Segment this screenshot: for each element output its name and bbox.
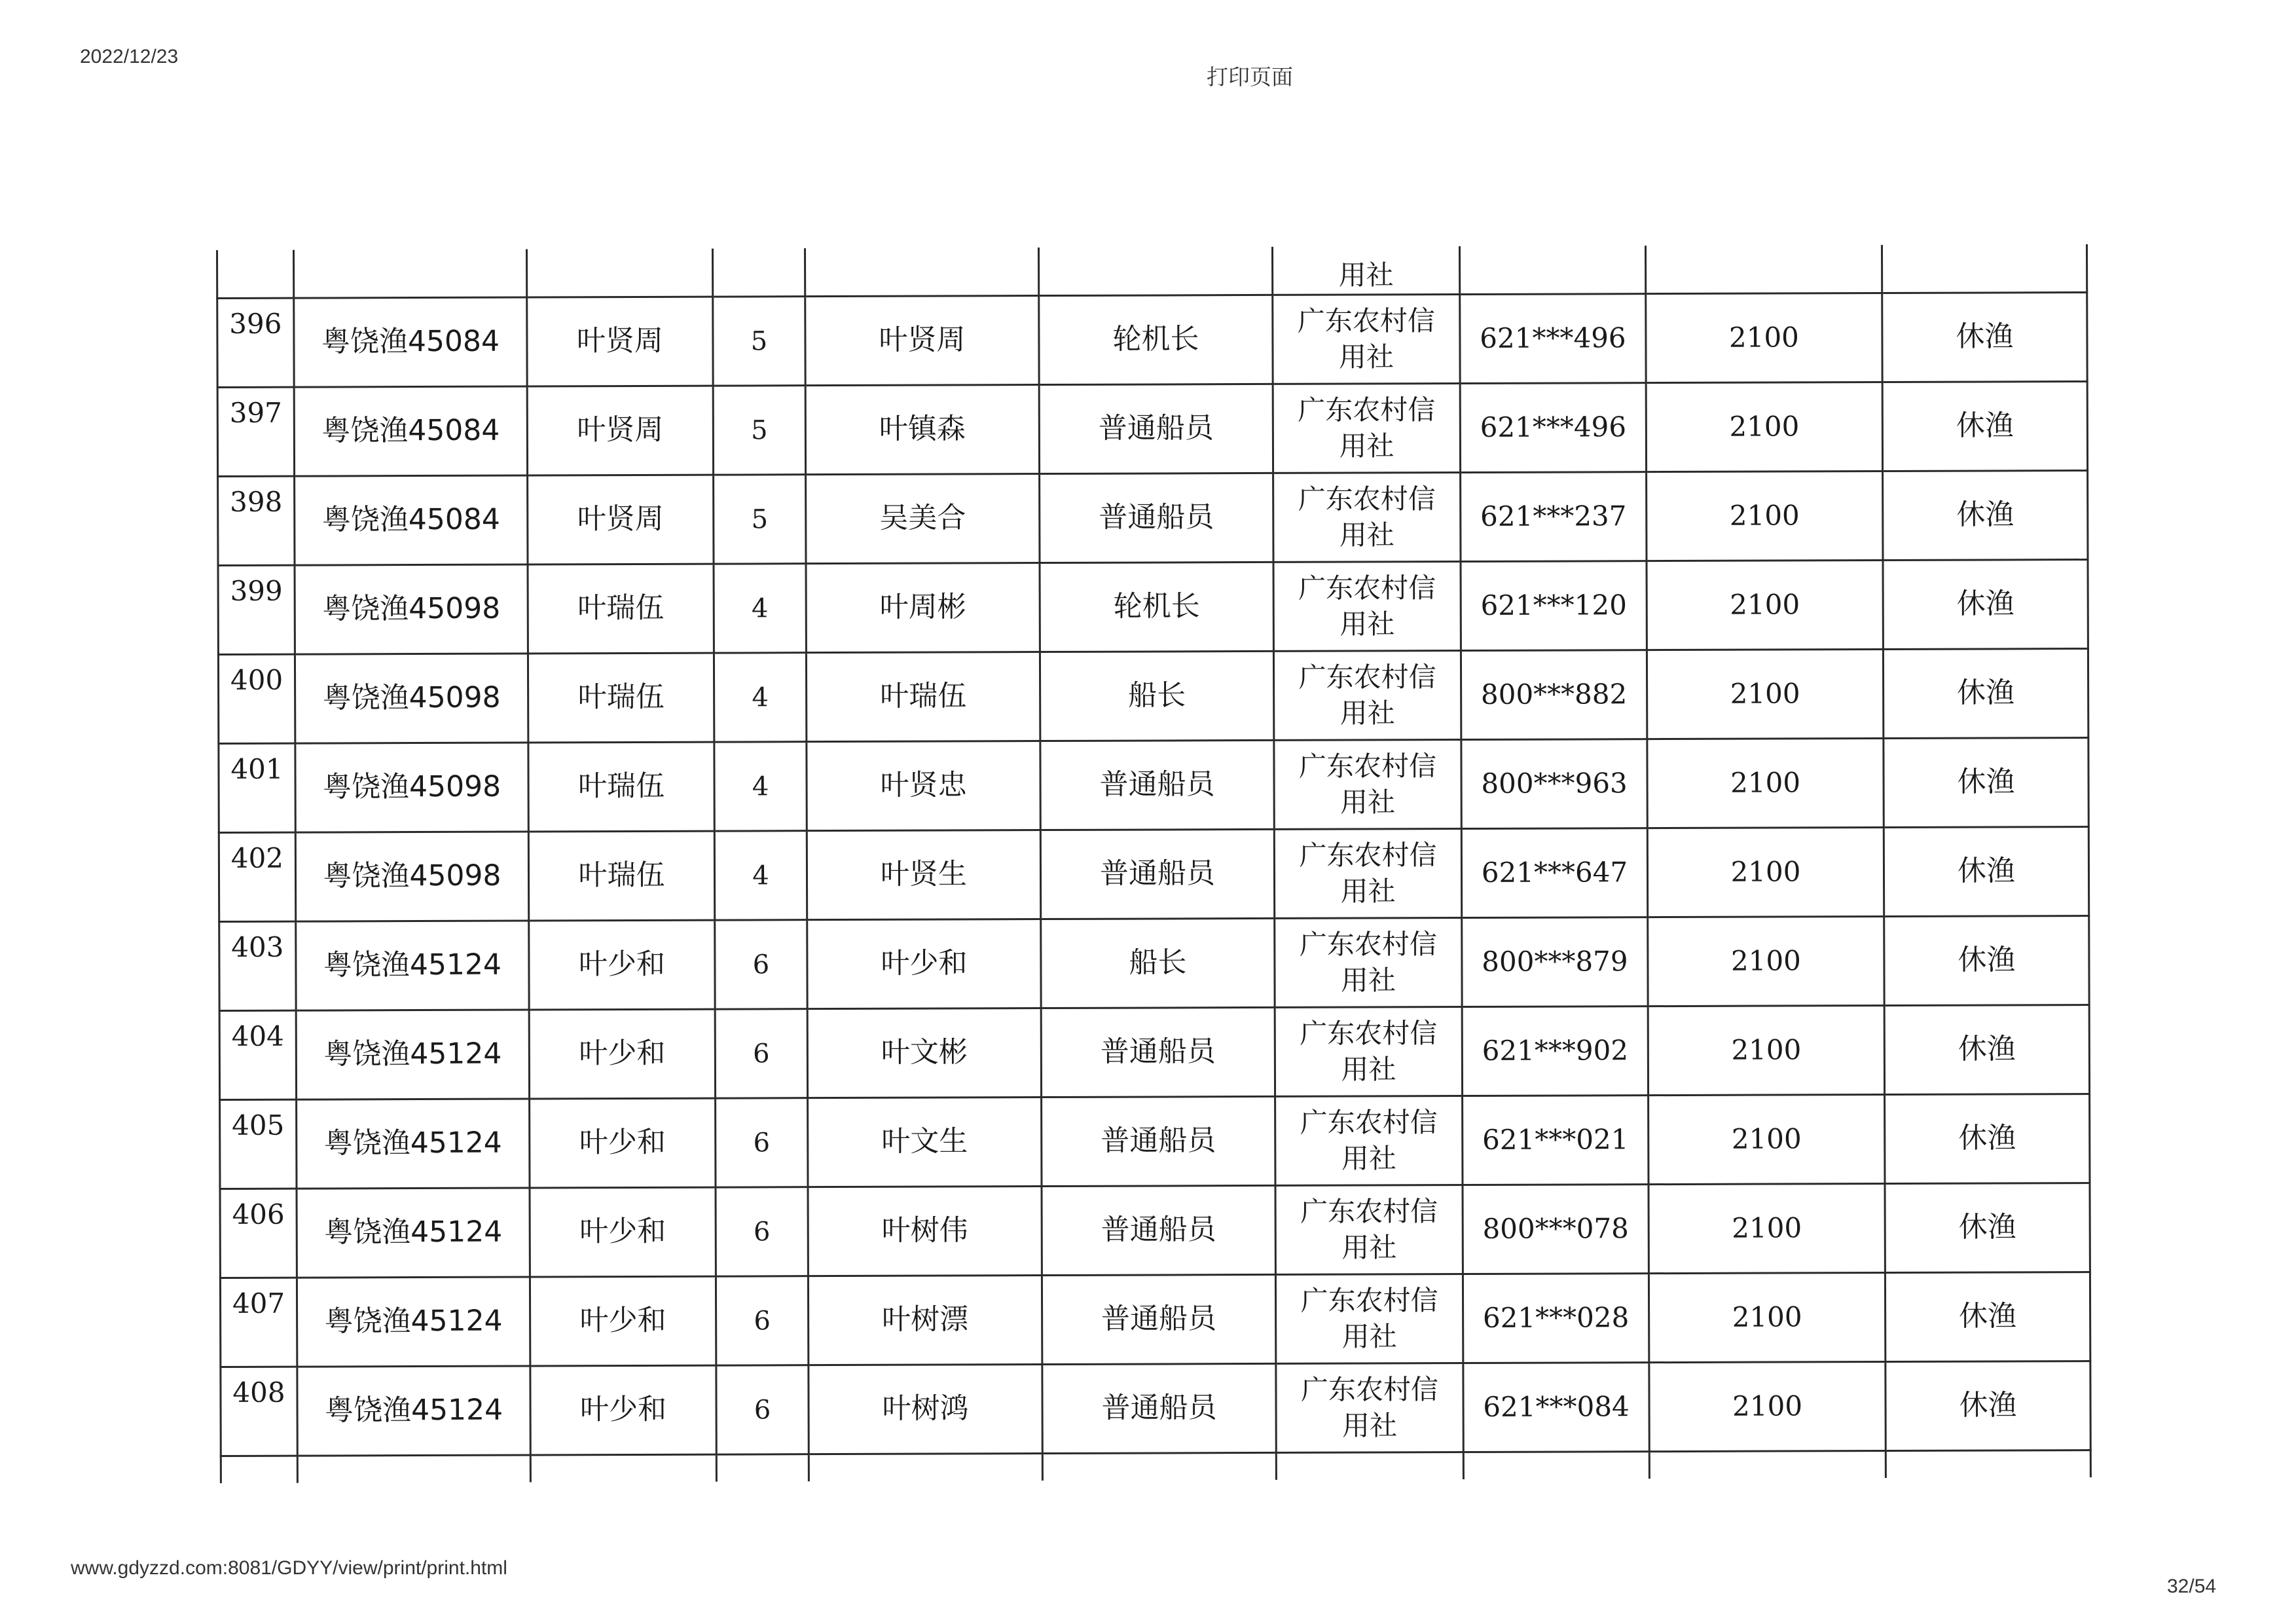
- bank-cell: [1274, 829, 1461, 919]
- table-row: [217, 293, 2087, 388]
- person-name-cell: 叶瑞伍: [806, 652, 1040, 742]
- subsidy-type-cell: 休渔: [1886, 1361, 2090, 1451]
- account-cell: 800***078: [1463, 1185, 1649, 1274]
- subsidy-type-cell: 休渔: [1883, 471, 2088, 561]
- owner-cell: 叶少和: [530, 1276, 716, 1366]
- continuation-cell: [530, 1454, 716, 1482]
- bank-cell: [1275, 1007, 1462, 1097]
- crew-count-cell: 4: [714, 653, 806, 742]
- table-row: [219, 738, 2088, 833]
- continued-cell: [1038, 247, 1272, 296]
- bank-name-line2: 用社: [1340, 963, 1396, 997]
- table-continued-row: [217, 244, 2087, 298]
- person-name-cell: 叶少和: [807, 919, 1041, 1009]
- account-cell: 621***496: [1460, 294, 1646, 384]
- subsidy-type-cell: 休渔: [1882, 382, 2087, 471]
- print-url: www.gdyzzd.com:8081/GDYY/view/print/print.html: [71, 1557, 507, 1579]
- bank-cell: [1273, 562, 1461, 652]
- seq-cell: 398: [218, 476, 295, 565]
- seq-cell: 408: [221, 1367, 297, 1456]
- bank-name-line1: 广东农村信: [1298, 661, 1436, 693]
- amount-cell: 2100: [1648, 917, 1884, 1006]
- owner-cell: 叶瑞伍: [528, 653, 714, 743]
- person-name-cell: 叶文生: [808, 1098, 1042, 1187]
- person-name-cell: 叶树鸿: [809, 1365, 1042, 1454]
- account-cell: 800***879: [1462, 917, 1648, 1007]
- position-cell: 普通船员: [1040, 473, 1273, 563]
- person-name-cell: 叶贤忠: [807, 741, 1040, 831]
- subsidy-type-cell: 休渔: [1884, 1005, 2089, 1095]
- bank-name-line2: 用社: [1342, 1409, 1398, 1442]
- bank-name-line1: 广东农村信: [1300, 1017, 1438, 1050]
- bank-name-line1: 广东农村信: [1300, 1106, 1438, 1139]
- person-name-cell: 叶树漂: [808, 1276, 1042, 1365]
- crew-count-cell: 6: [715, 920, 807, 1009]
- position-cell: 普通船员: [1042, 1363, 1276, 1453]
- position-cell: 普通船员: [1041, 1007, 1275, 1097]
- account-cell: 621***120: [1461, 561, 1647, 651]
- table-row: [221, 1361, 2090, 1456]
- owner-cell: 叶少和: [530, 1187, 716, 1277]
- bank-name-line1: 广东农村信: [1298, 572, 1436, 604]
- subsidy-type-cell: 休渔: [1884, 827, 2088, 917]
- bank-name-line1: 广东农村信: [1300, 1195, 1438, 1228]
- subsidy-type-cell: 休渔: [1885, 1272, 2090, 1362]
- subsidy-type-cell: 休渔: [1885, 1183, 2090, 1273]
- seq-cell: 404: [219, 1010, 296, 1099]
- bank-cell: [1273, 295, 1460, 384]
- account-cell: 621***021: [1463, 1096, 1649, 1185]
- account-cell: 621***902: [1462, 1006, 1648, 1096]
- account-cell: 800***882: [1461, 650, 1647, 740]
- bank-name-line2: 用社: [1338, 340, 1394, 373]
- owner-cell: 叶少和: [529, 1009, 715, 1099]
- table-row: [217, 382, 2087, 477]
- subsidy-type-cell: 休渔: [1883, 560, 2088, 650]
- owner-cell: 叶少和: [530, 1365, 716, 1455]
- page-number: 32/54: [2167, 1576, 2217, 1597]
- boat-number-cell: 粤饶渔45098: [295, 832, 528, 921]
- boat-number-cell: 粤饶渔45124: [297, 1099, 530, 1189]
- bank-name-line1: 广东农村信: [1300, 1284, 1438, 1317]
- bank-cell: [1274, 740, 1461, 830]
- boat-number-cell: 粤饶渔45124: [297, 1366, 530, 1456]
- crew-count-cell: 4: [714, 742, 807, 831]
- continuation-cell: [1649, 1450, 1886, 1479]
- bank-name-line2: 用社: [1339, 518, 1394, 551]
- bank-name-line1: 广东农村信: [1299, 928, 1437, 961]
- bank-cell: [1273, 651, 1461, 741]
- position-cell: 普通船员: [1040, 740, 1274, 830]
- owner-cell: 叶贤周: [528, 475, 714, 564]
- continuation-cell: [1042, 1452, 1276, 1481]
- amount-cell: 2100: [1647, 471, 1883, 561]
- bank-cell: [1276, 1363, 1463, 1453]
- position-cell: 普通船员: [1042, 1185, 1275, 1275]
- boat-number-cell: 粤饶渔45124: [297, 1188, 530, 1278]
- bank-name-line1: 广东农村信: [1298, 483, 1436, 515]
- bank-name-line1: 广东农村信: [1298, 394, 1436, 426]
- subsidy-type-cell: 休渔: [1884, 738, 2088, 828]
- owner-cell: 叶瑞伍: [528, 742, 714, 832]
- boat-number-cell: 粤饶渔45124: [297, 1277, 530, 1367]
- position-cell: 普通船员: [1042, 1274, 1275, 1364]
- bank-name-line1: 广东农村信: [1297, 304, 1435, 337]
- subsidy-type-cell: 休渔: [1884, 916, 2089, 1006]
- amount-cell: 2100: [1649, 1183, 1885, 1273]
- boat-number-cell: 粤饶渔45084: [294, 297, 527, 387]
- owner-cell: 叶贤周: [527, 386, 713, 475]
- crew-count-cell: 6: [716, 1187, 808, 1276]
- bank-cell: [1275, 1185, 1463, 1275]
- continuation-cell: [716, 1454, 809, 1482]
- boat-number-cell: 粤饶渔45124: [296, 1010, 529, 1099]
- table-row: [220, 1183, 2090, 1278]
- seq-cell: 400: [218, 654, 295, 743]
- amount-cell: 2100: [1646, 293, 1882, 383]
- position-cell: 船长: [1040, 651, 1273, 741]
- crew-count-cell: 6: [716, 1098, 808, 1187]
- crew-count-cell: 4: [714, 831, 807, 920]
- table-continuation-row: [221, 1450, 2090, 1483]
- position-cell: 轮机长: [1040, 562, 1273, 652]
- amount-cell: 2100: [1647, 828, 1884, 917]
- subsidy-type-cell: 休渔: [1882, 293, 2087, 382]
- seq-cell: 403: [219, 921, 296, 1010]
- continued-cell: [1645, 245, 1882, 294]
- amount-cell: 2100: [1649, 1094, 1885, 1184]
- person-name-cell: 叶树伟: [808, 1187, 1042, 1276]
- account-cell: 621***237: [1461, 472, 1647, 562]
- print-page-title: 打印页面: [1207, 64, 1293, 90]
- position-cell: 船长: [1041, 918, 1275, 1008]
- seq-cell: 396: [217, 298, 294, 387]
- bank-cell: [1273, 384, 1460, 473]
- table-row: [219, 916, 2089, 1011]
- table-row: [218, 471, 2088, 566]
- crew-count-cell: 6: [715, 1009, 807, 1098]
- continued-cell: [1459, 246, 1645, 294]
- table-row: [218, 649, 2088, 744]
- crew-count-cell: 4: [714, 564, 806, 653]
- crew-count-cell: 5: [714, 475, 806, 564]
- crew-count-cell: 6: [716, 1365, 809, 1454]
- crew-count-cell: 5: [713, 386, 805, 475]
- crew-count-cell: 6: [716, 1276, 808, 1365]
- amount-cell: 2100: [1648, 1006, 1884, 1096]
- continued-bank-cell: 用社: [1272, 246, 1459, 295]
- owner-cell: 叶少和: [529, 920, 715, 1010]
- continued-cell: [526, 249, 712, 297]
- bank-name-line2: 用社: [1339, 429, 1394, 462]
- boat-number-cell: 粤饶渔45124: [296, 921, 529, 1010]
- table-row: [220, 1272, 2090, 1367]
- table-row: [219, 827, 2088, 922]
- amount-cell: 2100: [1646, 382, 1882, 472]
- seq-cell: 405: [220, 1099, 297, 1189]
- boat-number-cell: 粤饶渔45084: [294, 386, 527, 476]
- amount-cell: 2100: [1647, 561, 1883, 650]
- person-name-cell: 叶贤周: [805, 296, 1039, 386]
- seq-cell: 407: [220, 1278, 297, 1367]
- account-cell: 621***496: [1460, 383, 1646, 473]
- boat-number-cell: 粤饶渔45098: [295, 743, 528, 832]
- bank-name-line2: 用社: [1341, 1052, 1396, 1086]
- continued-cell: [293, 249, 526, 299]
- continuation-cell: [1276, 1452, 1463, 1480]
- continuation-cell: [221, 1456, 297, 1483]
- boat-number-cell: 粤饶渔45098: [295, 654, 528, 743]
- bank-name-line2: 用社: [1339, 696, 1395, 729]
- bank-name-line1: 广东农村信: [1299, 839, 1437, 872]
- person-name-cell: 叶周彬: [806, 563, 1040, 653]
- subsidy-type-cell: 休渔: [1885, 1094, 2090, 1184]
- continued-cell: [805, 248, 1038, 297]
- subsidy-table: [216, 244, 2092, 1483]
- amount-cell: 2100: [1647, 650, 1883, 739]
- continuation-cell: [809, 1454, 1042, 1482]
- owner-cell: 叶瑞伍: [528, 564, 714, 654]
- seq-cell: 399: [218, 565, 295, 654]
- table-row: [219, 1005, 2089, 1100]
- table-row: [218, 560, 2088, 655]
- position-cell: 普通船员: [1042, 1096, 1275, 1186]
- seq-cell: 401: [219, 743, 295, 832]
- bank-name-line1: 广东农村信: [1298, 750, 1437, 783]
- bank-name-line2: 用社: [1340, 785, 1396, 819]
- bank-name-line2: 用社: [1341, 1141, 1396, 1175]
- boat-number-cell: 粤饶渔45098: [295, 564, 528, 654]
- print-date: 2022/12/23: [80, 46, 179, 67]
- subsidy-table-wrapper: [216, 244, 2090, 1483]
- continuation-cell: [1886, 1450, 2090, 1478]
- crew-count-cell: 5: [713, 297, 805, 386]
- table-row: [220, 1094, 2090, 1189]
- bank-cell: [1275, 918, 1462, 1008]
- bank-cell: [1273, 473, 1461, 563]
- person-name-cell: 吴美合: [806, 474, 1040, 564]
- continuation-cell: [1463, 1452, 1649, 1479]
- continued-cell: [712, 248, 805, 297]
- continuation-cell: [297, 1455, 530, 1483]
- position-cell: 普通船员: [1039, 384, 1273, 473]
- seq-cell: 397: [217, 387, 294, 476]
- boat-number-cell: 粤饶渔45084: [295, 475, 528, 565]
- seq-cell: 406: [220, 1189, 297, 1278]
- account-cell: 621***028: [1463, 1274, 1649, 1363]
- bank-name-line2: 用社: [1341, 1230, 1397, 1264]
- account-cell: 621***647: [1461, 828, 1647, 918]
- amount-cell: 2100: [1647, 739, 1884, 828]
- seq-cell: 402: [219, 832, 295, 921]
- owner-cell: 叶瑞伍: [528, 831, 714, 921]
- account-cell: 800***963: [1461, 739, 1647, 829]
- bank-name-line2: 用社: [1340, 874, 1396, 908]
- person-name-cell: 叶文彬: [807, 1008, 1041, 1098]
- bank-cell: [1275, 1096, 1463, 1186]
- person-name-cell: 叶贤生: [807, 830, 1040, 920]
- subsidy-type-cell: 休渔: [1883, 649, 2088, 739]
- bank-name-line2: 用社: [1341, 1320, 1397, 1353]
- position-cell: 轮机长: [1039, 295, 1273, 384]
- continued-cell: [217, 250, 294, 299]
- amount-cell: 2100: [1649, 1361, 1886, 1451]
- account-cell: 621***084: [1463, 1363, 1649, 1452]
- position-cell: 普通船员: [1040, 829, 1274, 919]
- owner-cell: 叶贤周: [527, 297, 713, 386]
- person-name-cell: 叶镇森: [805, 385, 1039, 475]
- bank-cell: [1275, 1274, 1463, 1364]
- owner-cell: 叶少和: [530, 1098, 716, 1188]
- bank-name-line2: 用社: [1339, 607, 1395, 640]
- continued-cell: [1882, 244, 2086, 293]
- amount-cell: 2100: [1649, 1272, 1885, 1362]
- bank-name-line1: 广东农村信: [1300, 1373, 1439, 1406]
